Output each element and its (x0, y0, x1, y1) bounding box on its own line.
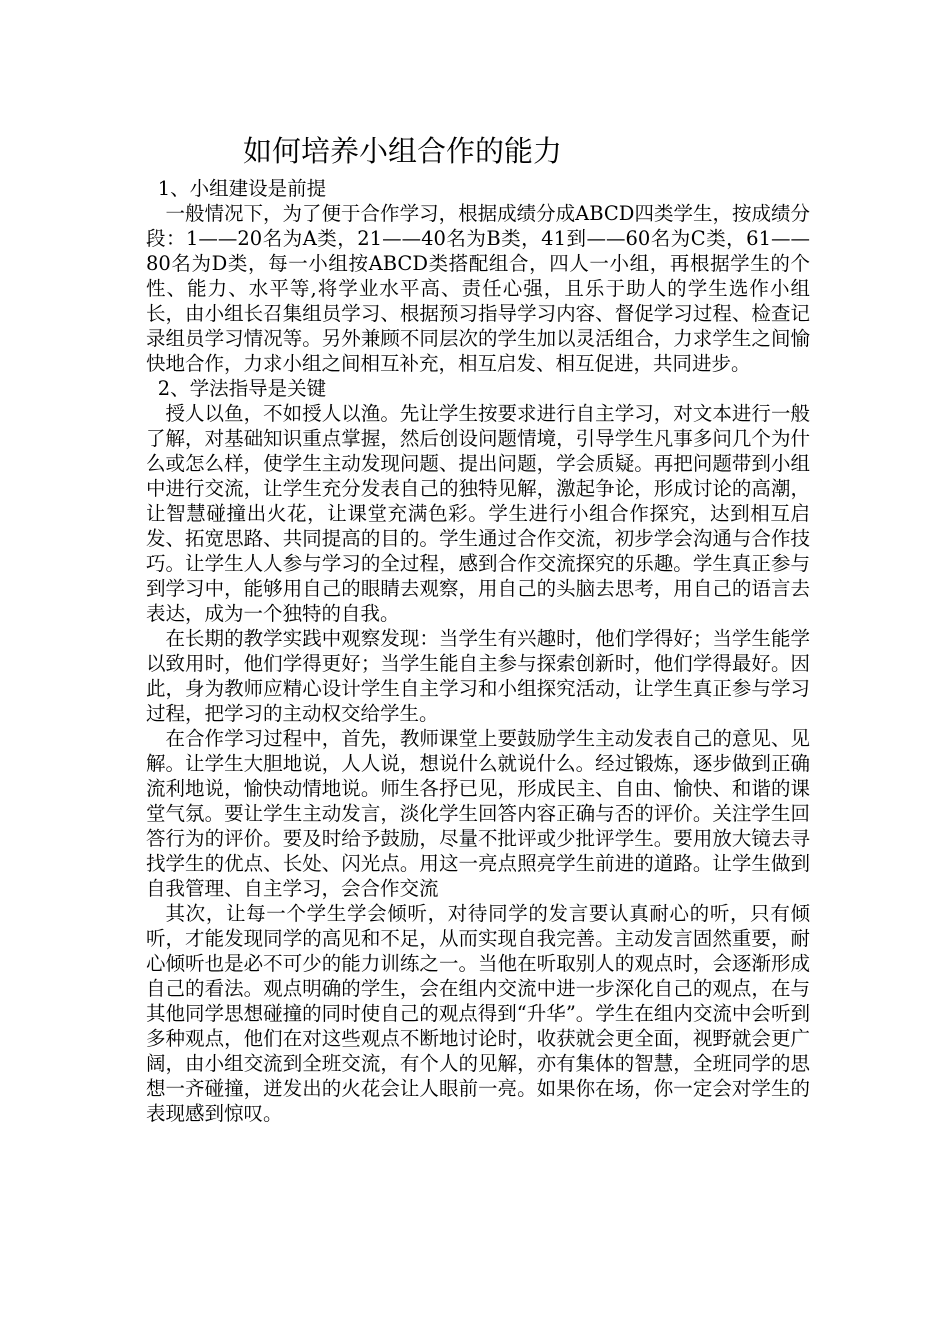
paragraph-4: 在合作学习过程中，首先，教师课堂上要鼓励学生主动发表自己的意见、见解。让学生大胆地说，人人说，想说什么就说什么。经过锻炼，逐步做到正确流利地说，愉快动情地说。师生各抒已见，形成民主、自由、愉快、和谐的课堂气氛。要让学生主动发言，淡化学生回答内容正确与否的评价。关注学生回答行为的评价。要及时给予鼓励，尽量不批评或少批评学生。要用放大镜去寻找学生的优点、长处、闪光点。用这一亮点照亮学生前进的道路。让学生做到自我管理、自主学习，会合作交流 (146, 727, 810, 900)
paragraph-1: 一般情况下，为了便于合作学习，根据成绩分成ABCD四类学生，按成绩分段：1——20名为A类，21——40名为B类，41到——60名为C类，61——80名为D类，每一小组按ABCD类搭配组合，四人一小组，再根据学生的个性、能力、水平等,将学业水平高、责任心强，且乐于助人的学生选作小组长，由小组长召集组员学习、根据预习指导学习内容、督促学习过程、检查记录组员学习情况等。另外兼顾不同层次的学生加以灵活组合，力求学生之间愉快地合作，力求小组之间相互补充，相互启发、相互促进，共同进步。 (146, 202, 810, 375)
paragraph-2: 授人以鱼，不如授人以渔。先让学生按要求进行自主学习，对文本进行一般了解，对基础知识重点掌握，然后创设问题情境，引导学生凡事多问几个为什么或怎么样，使学生主动发现问题、提出问题，学会质疑。再把问题带到小组中进行交流，让学生充分发表自己的独特见解，激起争论，形成讨论的高潮，让智慧碰撞出火花，让课堂充满色彩。学生进行小组合作探究，达到相互启发、拓宽思路、共同提高的目的。学生通过合作交流，初步学会沟通与合作技巧。让学生人人参与学习的全过程，感到合作交流探究的乐趣。学生真正参与到学习中，能够用自己的眼睛去观察，用自己的头脑去思考，用自己的语言去表达，成为一个独特的自我。 (146, 402, 810, 625)
section-heading-2: 2、学法指导是关键 (157, 377, 327, 400)
document-body (146, 176, 810, 1126)
paragraph-5: 其次，让每一个学生学会倾听，对待同学的发言要认真耐心的听，只有倾听，才能发现同学的高见和不足，从而实现自我完善。主动发言固然重要，耐心倾听也是必不可少的能力训练之一。当他在听取别人的观点时，会逐渐形成自己的看法。观点明确的学生，会在组内交流中进一步深化自己的观点，在与其他同学思想碰撞的同时使自己的观点得到“升华”。学生在组内交流中会听到多种观点，他们在对这些观点不断地讨论时，收获就会更全面，视野就会更广阔，由小组交流到全班交流，有个人的见解，亦有集体的智慧，全班同学的思想一齐碰撞，迸发出的火花会让人眼前一亮。如果你在场，你一定会对学生的表现感到惊叹。 (146, 902, 810, 1125)
paragraph-3: 在长期的教学实践中观察发现：当学生有兴趣时，他们学得好；当学生能学以致用时，他们学得更好；当学生能自主参与探索创新时，他们学得最好。因此，身为教师应精心设计学生自主学习和小组探究活动，让学生真正参与学习过程，把学习的主动权交给学生。 (146, 627, 810, 725)
document-title: 如何培养小组合作的能力 (243, 134, 563, 168)
section-heading-1: 1、小组建设是前提 (157, 177, 327, 200)
